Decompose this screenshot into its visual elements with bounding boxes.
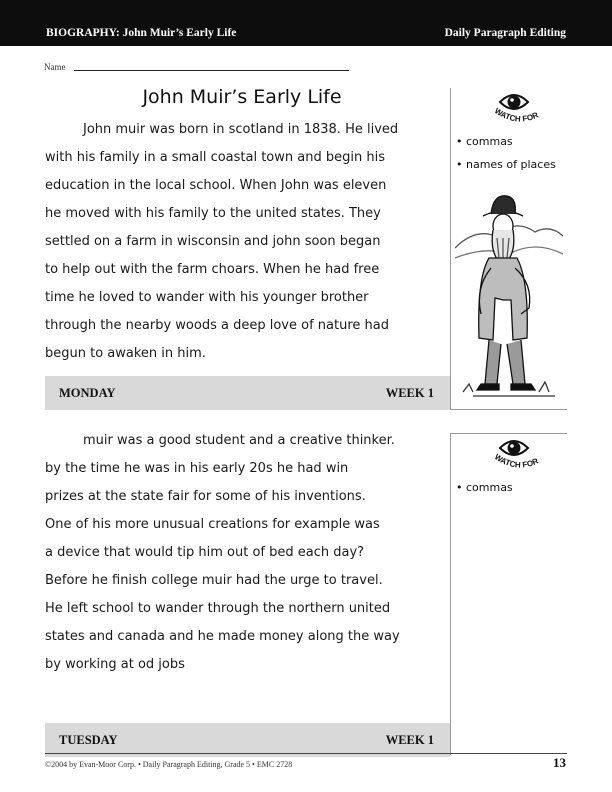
paragraph-line: by the time he was in his early 20s he had win xyxy=(45,461,349,476)
name-underline xyxy=(74,70,349,71)
paragraph-line: John muir was born in scotland in 1838. He lived xyxy=(83,122,399,137)
paragraph-line: prizes at the state fair for some of his inventions. xyxy=(45,489,366,504)
paragraph-line: he moved with his family to the united states. They xyxy=(45,206,381,221)
header-section-label: BIOGRAPHY: John Muir’s Early Life xyxy=(46,27,237,39)
tuesday-sidebar-rule xyxy=(450,433,451,755)
paragraph-line: through the nearby woods a deep love of nature had xyxy=(45,318,389,333)
paragraph-line: Before he finish college muir had the urge to travel. xyxy=(45,573,383,588)
watch-item: • names of places xyxy=(456,158,556,171)
paragraph-line: muir was a good student and a creative thinker. xyxy=(83,433,395,448)
monday-bar xyxy=(45,376,450,410)
watch-for-label: WATCH FOR xyxy=(492,452,540,470)
monday-paragraph xyxy=(45,116,445,368)
watch-item: • commas xyxy=(456,481,513,494)
page-title: John Muir’s Early Life xyxy=(142,86,342,108)
eye-icon xyxy=(500,441,528,455)
monday-sidebar-rule xyxy=(450,88,451,410)
name-field[interactable] xyxy=(44,62,66,72)
monday-watch-for-badge xyxy=(488,88,548,136)
name-label: Name xyxy=(44,62,66,72)
eye-icon xyxy=(500,95,528,109)
monday-watch-list xyxy=(456,130,556,176)
tuesday-paragraph xyxy=(45,427,445,679)
day-label: MONDAY xyxy=(59,386,116,400)
paragraph-line: settled on a farm in wisconsin and john soon began xyxy=(45,234,381,249)
watch-for-label: WATCH FOR xyxy=(492,106,540,124)
paragraph-line: time he loved to wander with his younger brother xyxy=(45,290,369,305)
john-muir-illustration xyxy=(455,188,563,400)
tuesday-bar xyxy=(45,723,450,757)
paragraph-line: a device that would tip him out of bed each day? xyxy=(45,545,365,560)
footer-rule xyxy=(45,753,567,754)
monday-sidebar-bottom-rule xyxy=(450,409,567,410)
header-book-title: Daily Paragraph Editing xyxy=(444,27,566,39)
paragraph-line: education in the local school. When John was eleven xyxy=(45,178,387,193)
week-label: WEEK 1 xyxy=(385,386,434,400)
paragraph-line: He left school to wander through the northern united xyxy=(45,601,391,616)
tuesday-watch-for-badge xyxy=(488,434,548,482)
paragraph-line: One of his more unusual creations for example was xyxy=(45,517,380,532)
week-label: WEEK 1 xyxy=(385,733,434,747)
footer-copyright: ©2004 by Evan-Moor Corp. • Daily Paragraph Editing, Grade 5 • EMC 2728 xyxy=(45,760,293,769)
page-number: 13 xyxy=(553,755,566,770)
watch-item: • commas xyxy=(456,135,513,148)
paragraph-line: begun to awaken in him. xyxy=(45,346,206,361)
john-muir-portrait xyxy=(455,196,563,396)
tuesday-watch-list xyxy=(456,476,513,499)
day-label: TUESDAY xyxy=(59,733,118,747)
header-bar xyxy=(0,0,612,46)
paragraph-line: with his family in a small coastal town and begin his xyxy=(45,150,385,165)
paragraph-line: by working at od jobs xyxy=(45,657,185,672)
paragraph-line: to help out with the farm choars. When he had free xyxy=(45,262,380,277)
paragraph-line: states and canada and he made money along the way xyxy=(45,629,400,644)
